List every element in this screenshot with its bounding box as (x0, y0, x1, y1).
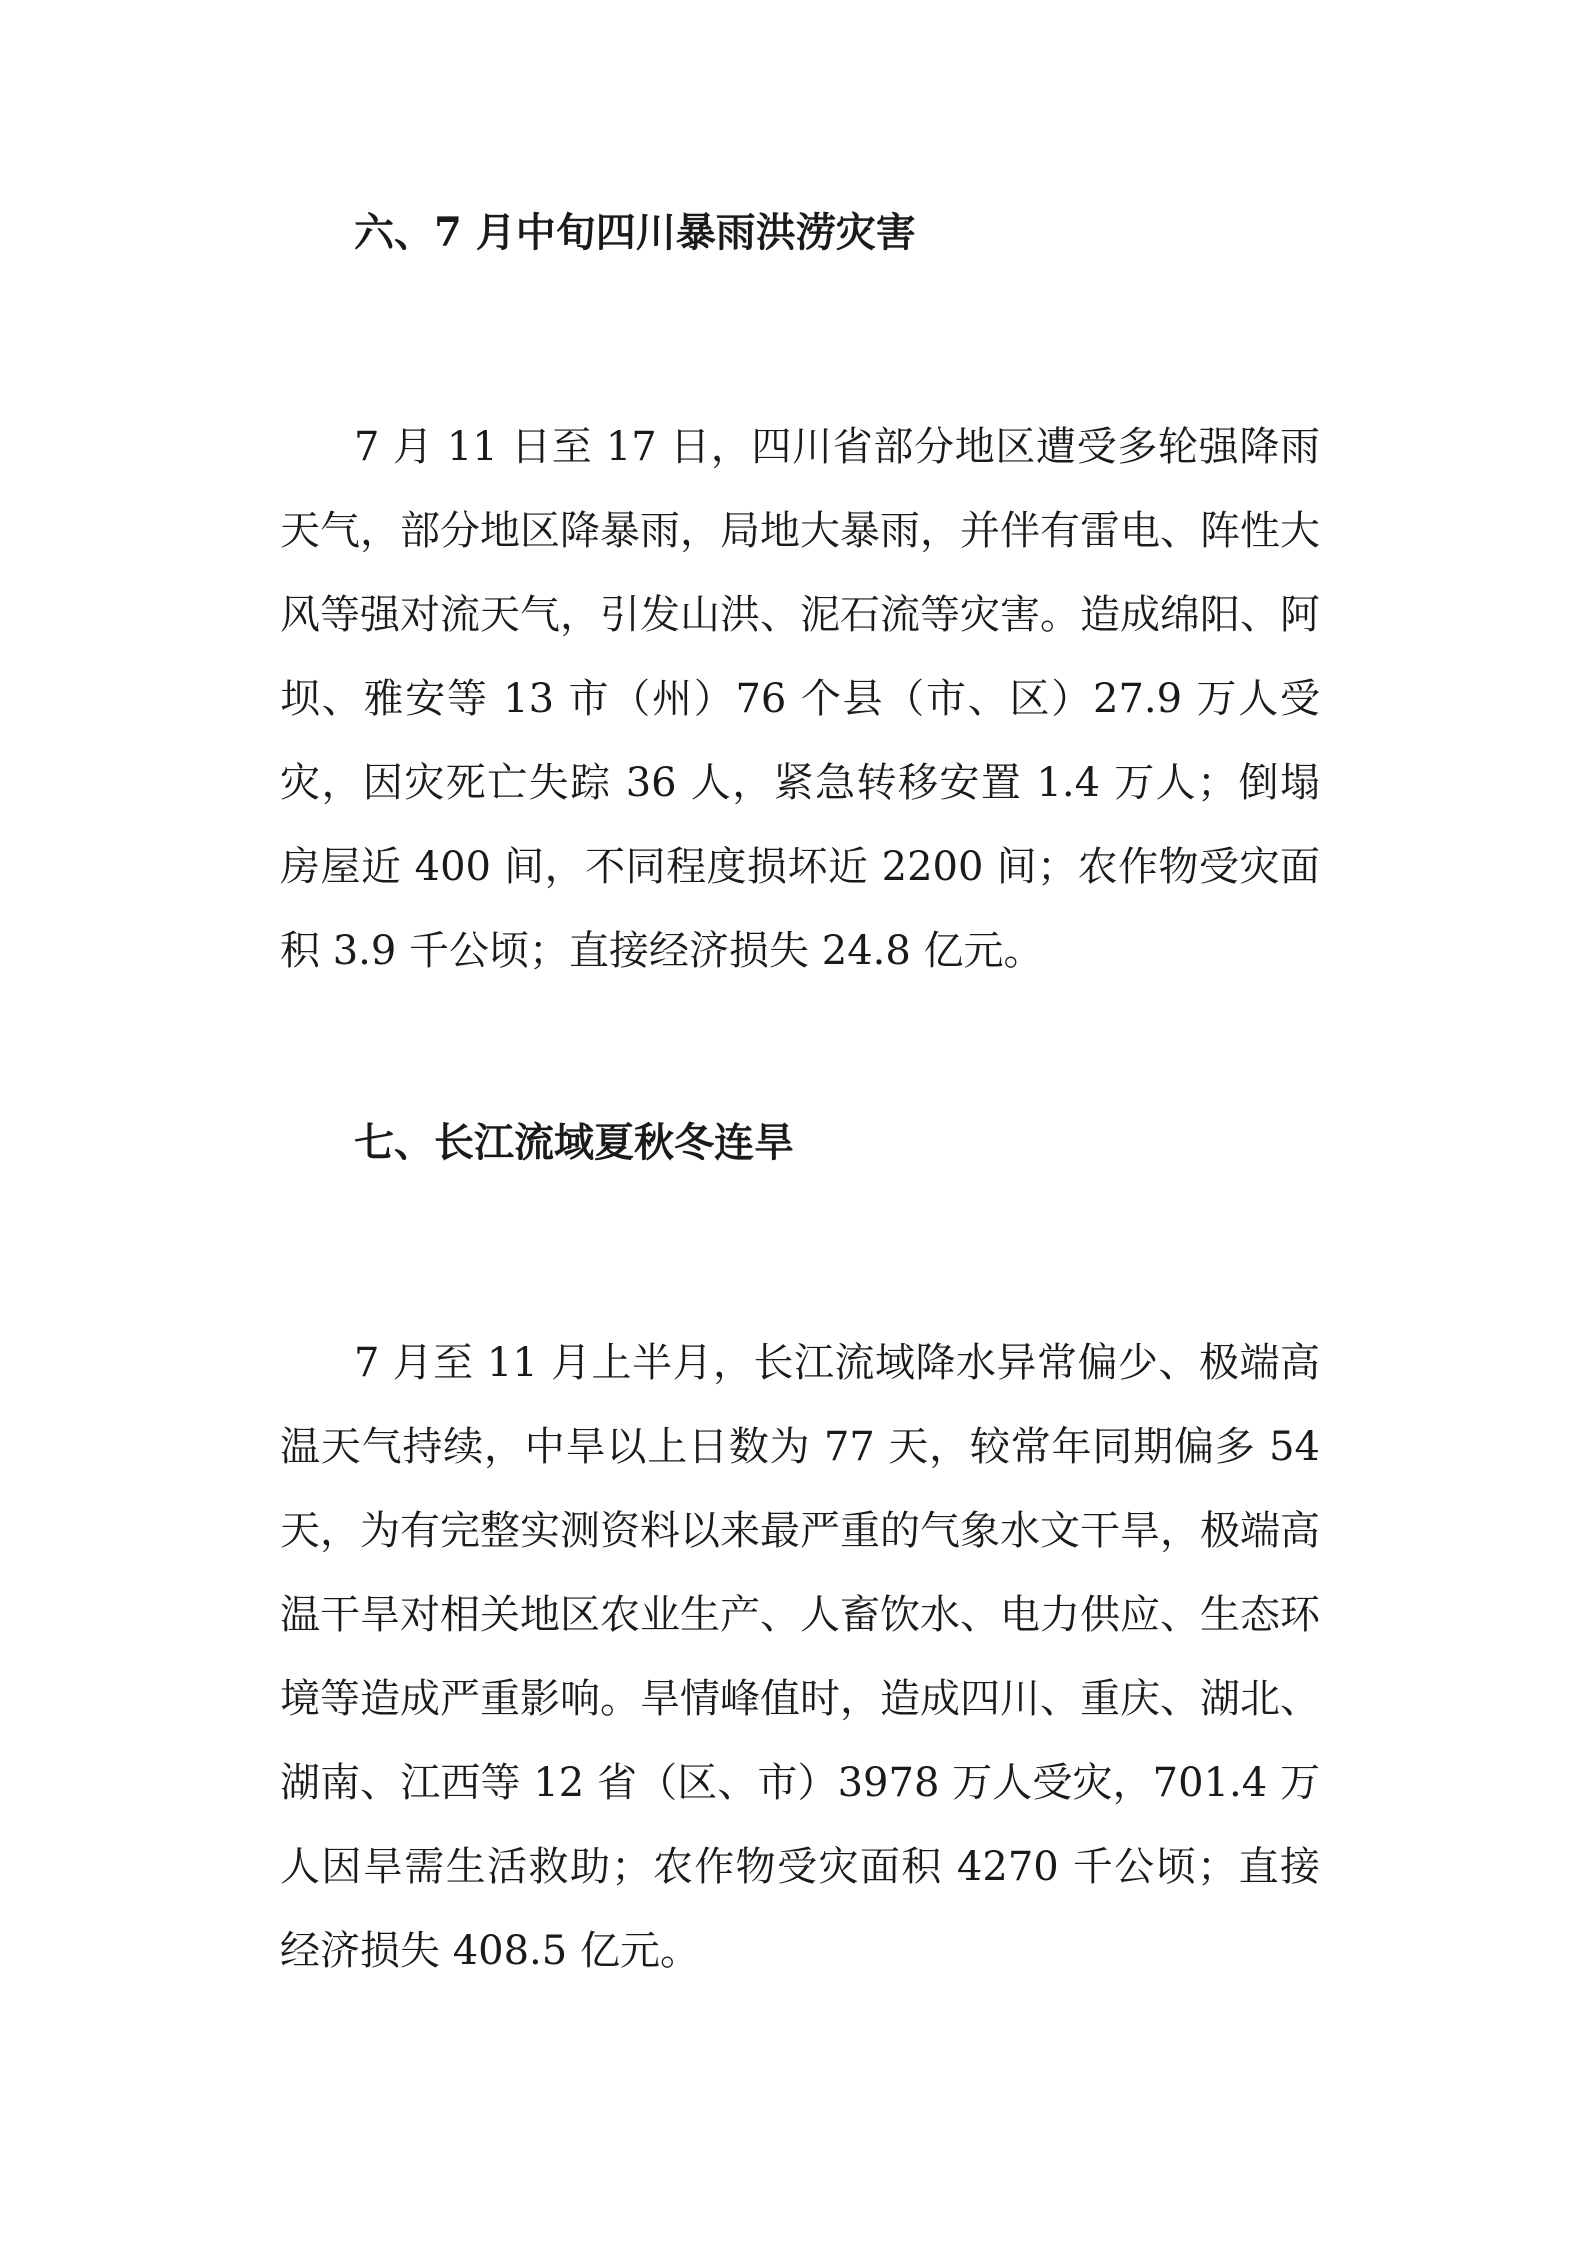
section-body-6: 7 月 11 日至 17 日，四川省部分地区遭受多轮强降雨天气，部分地区降暴雨，局地大暴雨，并伴有雷电、阵性大风等强对流天气，引发山洪、泥石流等灾害。造成绵阳、阿坝、雅安等 13 市（州）76 个县（市、区）27.9 万人受灾，因灾死亡失踪 36 人，紧急转移安置 1.4 万人；倒塌房屋近 400 间，不同程度损坏近 2200 间；农作物受灾面积 3.9 千公顷；直接经济损失 24.8 亿元。 (280, 424, 1320, 974)
section-heading-6: 六、7 月中旬四川暴雨洪涝灾害 (354, 209, 916, 256)
section-body-7: 7 月至 11 月上半月，长江流域降水异常偏少、极端高温天气持续，中旱以上日数为 77 天，较常年同期偏多 54 天，为有完整实测资料以来最严重的气象水文干旱，极端高温干旱对相关地区农业生产、人畜饮水、电力供应、生态环境等造成严重影响。旱情峰值时，造成四川、重庆、湖北、湖南、江西等 12 省（区、市）3978 万人受灾，701.4 万人因旱需生活救助；农作物受灾面积 4270 千公顷；直接经济损失 408.5 亿元。 (280, 1340, 1320, 1974)
section-heading-7: 七、长江流域夏秋冬连旱 (354, 1119, 794, 1166)
